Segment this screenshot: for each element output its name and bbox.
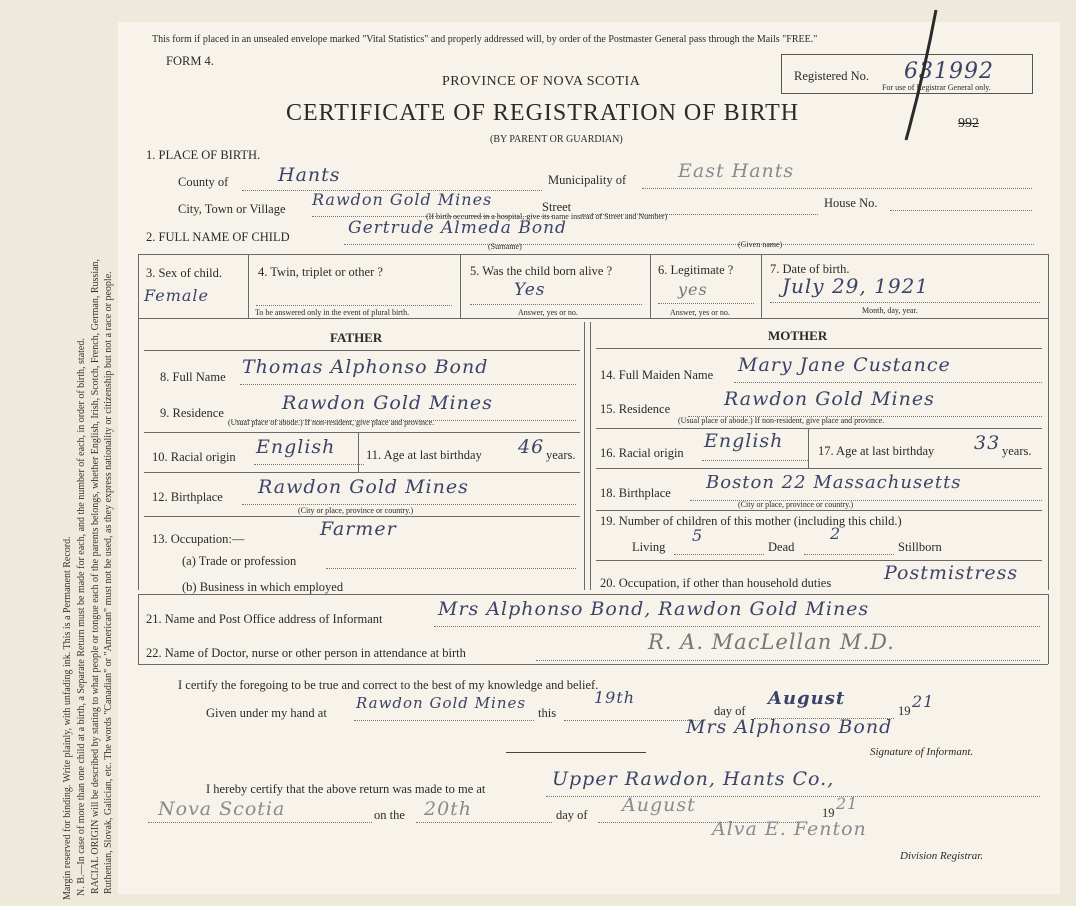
given-under-label: Given under my hand at <box>206 706 327 720</box>
rule-parents-top <box>138 318 1048 319</box>
form-number: FORM 4. <box>166 54 214 68</box>
rule-father-3 <box>144 516 580 517</box>
father-age-value: 46 <box>518 436 545 458</box>
pen-slash-mark <box>896 2 946 152</box>
county-label: County of <box>178 175 229 189</box>
municipality-label: Municipality of <box>548 173 627 187</box>
rule-informant-right <box>1048 594 1049 664</box>
born-alive-note: Answer, yes or no. <box>518 308 578 317</box>
mother-name-line <box>734 382 1042 383</box>
father-name-value: Thomas Alphonso Bond <box>242 356 489 378</box>
rule-parents-middle <box>584 322 585 590</box>
father-racial-line <box>254 464 364 465</box>
father-years-label: years. <box>546 448 576 462</box>
street-label: Street <box>542 200 572 214</box>
registrar-day-value: 20th <box>424 798 473 820</box>
year-prefix: 19 <box>898 704 911 718</box>
rule-parents-middle-2 <box>590 322 591 590</box>
rule-child-left <box>138 254 139 318</box>
given-place-value: Rawdon Gold Mines <box>356 694 527 712</box>
sex-value: Female <box>144 286 209 305</box>
house-number-line <box>890 210 1032 211</box>
father-racial-value: English <box>256 436 336 458</box>
certify-text: I certify the foregoing to be true and correct to the best of my knowledge and belief. <box>178 678 599 692</box>
father-birthplace-label: 12. Birthplace <box>152 490 223 504</box>
registrar-certify-text: I hereby certify that the above return was made to me at <box>206 782 486 796</box>
father-trade-label: (a) Trade or profession <box>182 554 297 568</box>
doctor-label: 22. Name of Doctor, nurse or other person in attendance at birth <box>146 646 466 660</box>
registrar-year-value: 21 <box>836 794 859 813</box>
rule-informant-left <box>138 594 139 664</box>
registered-number: 631992 <box>904 59 994 84</box>
city-value: Rawdon Gold Mines <box>312 190 493 209</box>
twin-note: To be answered only in the event of plural birth. <box>255 308 410 317</box>
father-birthplace-note: (City or place, province or country.) <box>298 506 414 515</box>
born-alive-value: Yes <box>514 280 546 300</box>
father-name-label: 8. Full Name <box>160 370 226 384</box>
date-of-birth-value: July 29, 1921 <box>782 274 930 298</box>
stamp-number: 992 <box>958 116 979 131</box>
rule-informant-bottom <box>138 664 1048 665</box>
rule-mother-head <box>596 348 1042 349</box>
racial-note-line2: Ruthenian, Slovak, Galician, etc. The words "Canadian" or "American" must not be used, as they express nationality or citizenship but not a race or people. <box>103 271 114 894</box>
legitimate-line <box>658 303 754 304</box>
legitimate-label: 6. Legitimate ? <box>658 263 734 277</box>
stillborn-label: Stillborn <box>898 540 942 554</box>
registrar-province-line <box>148 822 372 823</box>
day-of-label: day of <box>714 704 746 718</box>
year-value: 21 <box>912 692 935 711</box>
father-residence-value: Rawdon Gold Mines <box>282 392 493 414</box>
twin-label: 4. Twin, triplet or other ? <box>258 265 383 279</box>
born-alive-line <box>470 304 642 305</box>
dead-label: Dead <box>768 540 795 554</box>
rule-parents-right <box>1048 318 1049 590</box>
binding-note: Margin reserved for binding. Write plainly, with unfading ink. This is a Permanent Record. <box>62 536 73 900</box>
certification-separator <box>506 752 646 753</box>
rule-father-head <box>144 350 580 351</box>
postal-notice: This form if placed in an unsealed envelope marked "Vital Statistics" and properly addressed will, by order of the Postmaster General pass through the Mails "FREE." <box>152 34 818 45</box>
father-name-line <box>240 384 576 385</box>
certificate-subtitle: (BY PARENT OR GUARDIAN) <box>490 134 623 145</box>
mother-children-label: 19. Number of children of this mother (including this child.) <box>600 514 902 528</box>
legitimate-value: yes <box>678 280 708 299</box>
registrar-on-label: on the <box>374 808 405 822</box>
rule-mother-3 <box>596 510 1042 511</box>
day-line <box>564 720 704 721</box>
rule-mother-4 <box>596 560 1042 561</box>
mother-heading: MOTHER <box>768 328 828 343</box>
rule-parents-left <box>138 318 139 590</box>
birth-certificate-form <box>118 22 1060 894</box>
mother-occupation-value: Postmistress <box>884 562 1019 584</box>
mother-birthplace-value: Boston 22 Massachusetts <box>706 472 962 493</box>
municipality-line <box>642 188 1032 189</box>
registered-label: Registered No. <box>794 69 869 83</box>
mother-racial-line <box>702 460 808 461</box>
child-name-line <box>344 244 1034 245</box>
rule-father-1 <box>144 432 580 433</box>
rule-child-1 <box>248 254 249 318</box>
date-of-birth-note: Month, day, year. <box>862 306 918 315</box>
mother-years-label: years. <box>1002 444 1032 458</box>
mother-racial-value: English <box>704 430 784 452</box>
registrar-signature: Alva E. Fenton <box>712 818 867 840</box>
registrar-day-of-label: day of <box>556 808 588 822</box>
surname-note: (Surname) <box>488 242 522 251</box>
mother-age-label: 17. Age at last birthday <box>818 444 935 458</box>
signature-of-informant-label: Signature of Informant. <box>870 746 974 758</box>
living-line <box>674 554 764 555</box>
rule-child-3 <box>650 254 651 318</box>
twin-line <box>256 305 452 306</box>
rule-mother-2 <box>596 468 1042 469</box>
child-name-value: Gertrude Almeda Bond <box>348 218 567 238</box>
mother-residence-value: Rawdon Gold Mines <box>724 388 935 410</box>
informant-label: 21. Name and Post Office address of Informant <box>146 612 383 626</box>
month-value: August <box>768 688 846 709</box>
father-occupation-label: 13. Occupation:— <box>152 532 245 546</box>
day-value: 19th <box>594 688 636 707</box>
house-number-label: House No. <box>824 196 878 210</box>
dead-value: 2 <box>830 524 842 543</box>
municipality-value: East Hants <box>678 160 795 182</box>
child-name-label: 2. FULL NAME OF CHILD <box>146 230 290 244</box>
mother-birthplace-label: 18. Birthplace <box>600 486 671 500</box>
given-place-line <box>354 720 534 721</box>
mother-residence-note: (Usual place of abode.) If non-resident, give place and province. <box>678 416 885 425</box>
father-birthplace-value: Rawdon Gold Mines <box>258 476 469 498</box>
living-label: Living <box>632 540 666 554</box>
rule-mother-age <box>808 428 809 468</box>
mother-age-value: 33 <box>974 432 1001 454</box>
division-registrar-label: Division Registrar. <box>900 850 984 862</box>
county-value: Hants <box>278 164 341 186</box>
registrar-province-value: Nova Scotia <box>158 798 286 820</box>
margin-notes <box>60 10 120 906</box>
father-occupation-value: Farmer <box>320 518 397 540</box>
father-heading: FATHER <box>330 330 383 345</box>
mother-racial-label: 16. Racial origin <box>600 446 684 460</box>
rule-child-2 <box>460 254 461 318</box>
sex-label: 3. Sex of child. <box>146 266 223 280</box>
mother-residence-label: 15. Residence <box>600 402 671 416</box>
registrar-place-line <box>546 796 1040 797</box>
father-trade-line <box>326 568 576 569</box>
city-label: City, Town or Village <box>178 202 286 216</box>
informant-signature: Mrs Alphonso Bond <box>686 716 893 738</box>
born-alive-label: 5. Was the child born alive ? <box>470 264 613 278</box>
certificate-title: CERTIFICATE OF REGISTRATION OF BIRTH <box>286 100 800 126</box>
informant-value: Mrs Alphonso Bond, Rawdon Gold Mines <box>438 598 870 620</box>
doctor-line <box>536 660 1040 661</box>
father-racial-label: 10. Racial origin <box>152 450 236 464</box>
registrar-year-prefix: 19 <box>822 806 835 820</box>
informant-line <box>434 626 1040 627</box>
given-name-note: (Given name) <box>738 240 783 249</box>
rule-child-4 <box>761 254 762 318</box>
registrar-day-line <box>416 822 552 823</box>
mother-name-value: Mary Jane Custance <box>738 354 951 376</box>
province-heading: PROVINCE OF NOVA SCOTIA <box>442 74 641 89</box>
rule-mother-1 <box>596 428 1042 429</box>
mother-occupation-label: 20. Occupation, if other than household duties <box>600 576 832 590</box>
father-birthplace-line <box>242 504 576 505</box>
rule-informant-top <box>138 594 1048 595</box>
this-label: this <box>538 706 557 720</box>
registered-note: For use of Registrar General only. <box>882 83 991 92</box>
father-residence-note: (Usual place of abode.) If non-resident, give place and province. <box>228 418 435 427</box>
rule-father-age <box>358 432 359 472</box>
legitimate-note: Answer, yes or no. <box>670 308 730 317</box>
mother-name-label: 14. Full Maiden Name <box>600 368 714 382</box>
father-business-label: (b) Business in which employed <box>182 580 344 594</box>
rule-father-2 <box>144 472 580 473</box>
living-value: 5 <box>692 526 704 545</box>
registrar-month-value: August <box>622 794 696 816</box>
hospital-note: (If birth occurred in a hospital, give its name instead of Street and Number) <box>426 212 668 221</box>
date-of-birth-line <box>770 302 1040 303</box>
racial-note-line1: RACIAL ORIGIN will be described by stating to what people or tongue each of the parents belongs, whether English, Irish, Scotch, French, German, Russian, <box>90 258 101 894</box>
father-residence-label: 9. Residence <box>160 406 224 420</box>
registrar-place-value: Upper Rawdon, Hants Co., <box>552 768 835 790</box>
place-of-birth-label: 1. PLACE OF BIRTH. <box>146 148 261 162</box>
nb-note: N. B.—In case of more than one child at a birth, a Separate Return must be made for each, and the number of each, in order of birth, stated. <box>76 338 87 896</box>
rule-child-right <box>1048 254 1049 318</box>
dead-line <box>804 554 894 555</box>
rule-child-top <box>138 254 1048 255</box>
date-of-birth-label: 7. Date of birth. <box>770 262 850 276</box>
mother-birthplace-note: (City or place, province or country.) <box>738 500 854 509</box>
doctor-value: R. A. MacLellan M.D. <box>648 630 895 654</box>
father-age-label: 11. Age at last birthday <box>366 448 482 462</box>
